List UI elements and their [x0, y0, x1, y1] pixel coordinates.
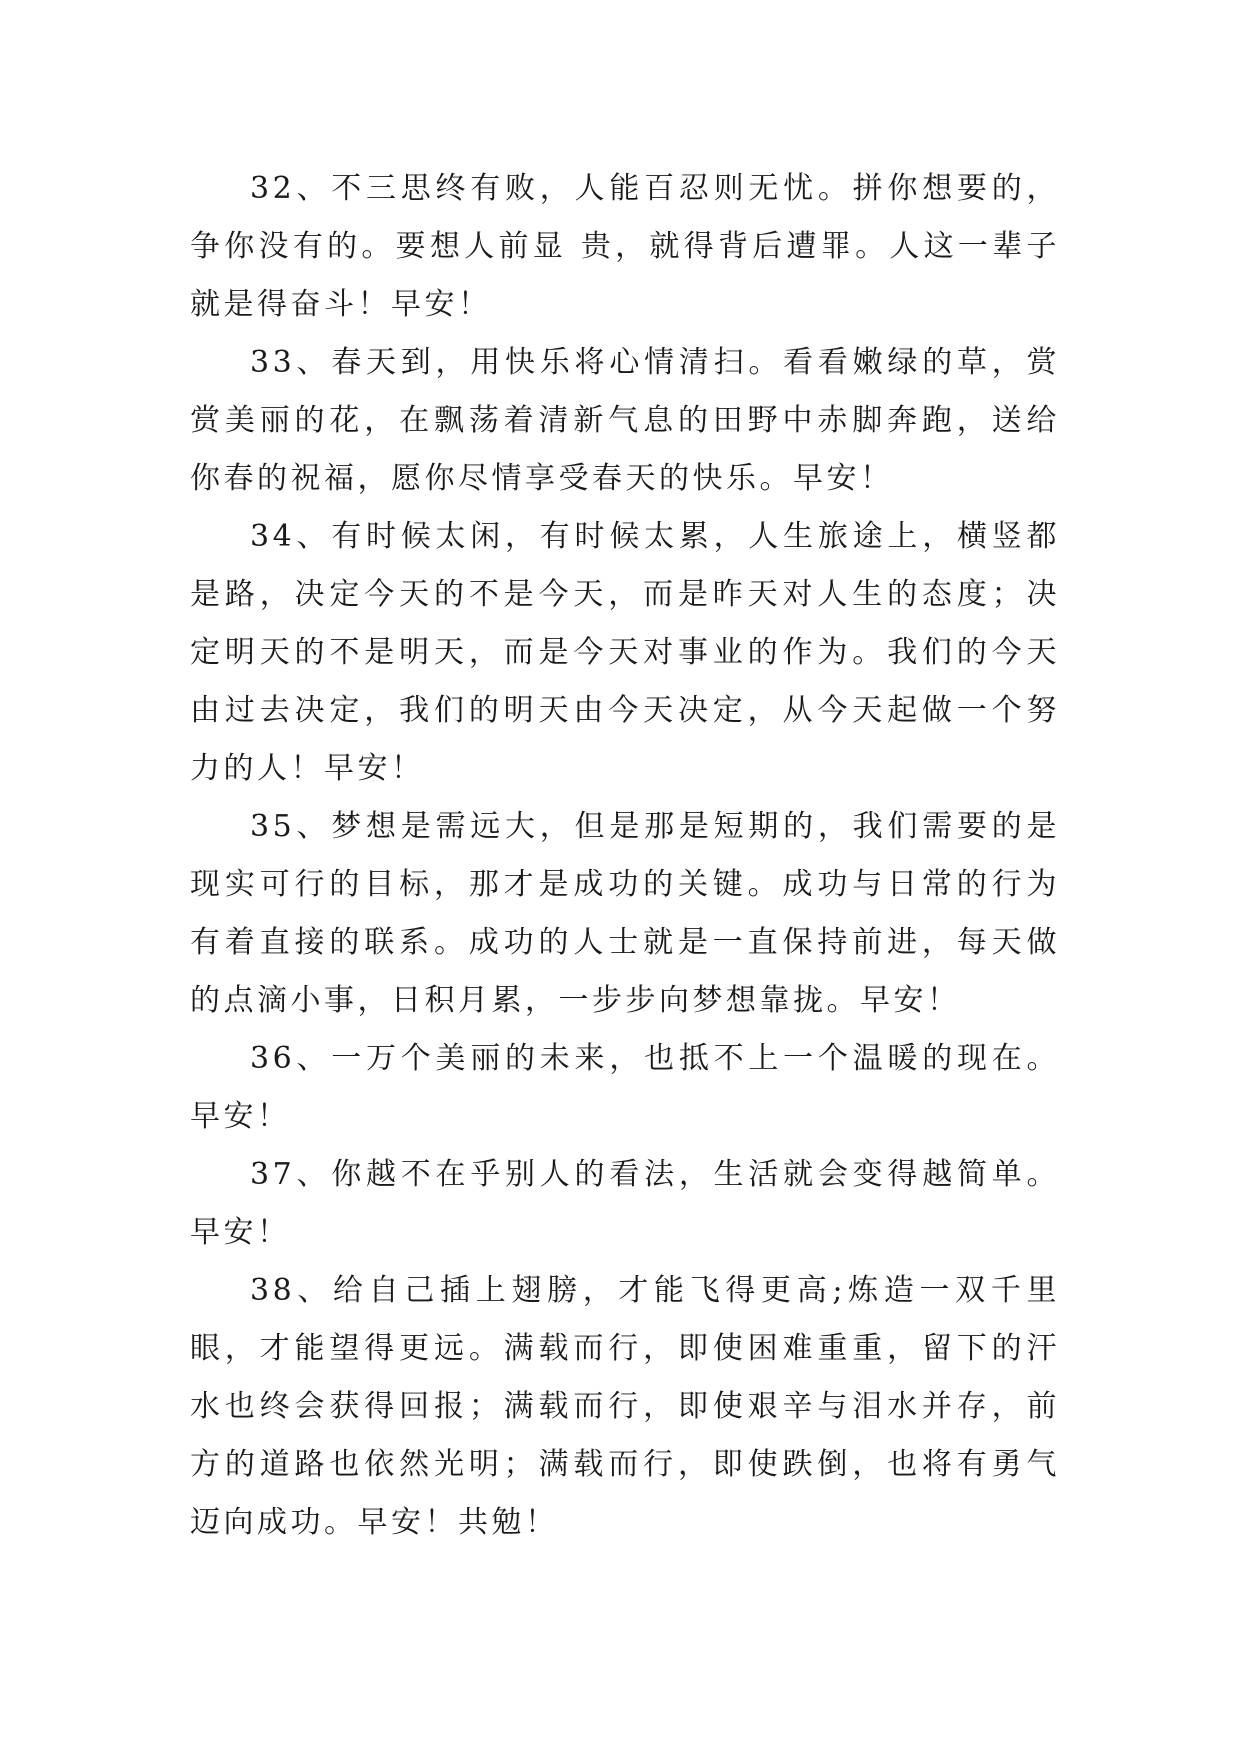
paragraph-33: 33、春天到，用快乐将心情清扫。看看嫩绿的草，赏赏美丽的花，在飘荡着清新气息的田野中赤脚奔跑，送给你春的祝福，愿你尽情享受春天的快乐。早安！: [190, 345, 1060, 496]
document-body: [190, 160, 1060, 1552]
paragraph-38: 38、给自己插上翅膀，才能飞得更高;炼造一双千里眼，才能望得更远。满载而行，即使困难重重，留下的汗水也终会获得回报；满载而行，即使艰辛与泪水并存，前方的道路也依然光明；满载而行，即使跌倒，也将有勇气迈向成功。早安！共勉！: [190, 1273, 1060, 1540]
paragraph-37: 37、你越不在乎别人的看法，生活就会变得越简单。早安！: [190, 1157, 1060, 1250]
paragraph-35: 35、梦想是需远大，但是那是短期的，我们需要的是现实可行的目标，那才是成功的关键。成功与日常的行为有着直接的联系。成功的人士就是一直保持前进，每天做的点滴小事，日积月累，一步步向梦想靠拢。早安！: [190, 809, 1060, 1018]
paragraph-32: 32、不三思终有败，人能百忍则无忧。拼你想要的，争你没有的。要想人前显 贵，就得背后遭罪。人这一辈子就是得奋斗！早安！: [190, 171, 1060, 322]
paragraph-36: 36、一万个美丽的未来，也抵不上一个温暖的现在。早安！: [190, 1041, 1060, 1134]
paragraph-34: 34、有时候太闲，有时候太累，人生旅途上，横竖都是路，决定今天的不是今天，而是昨天对人生的态度；决定明天的不是明天，而是今天对事业的作为。我们的今天由过去决定，我们的明天由今天决定，从今天起做一个努力的人！早安！: [190, 519, 1060, 786]
